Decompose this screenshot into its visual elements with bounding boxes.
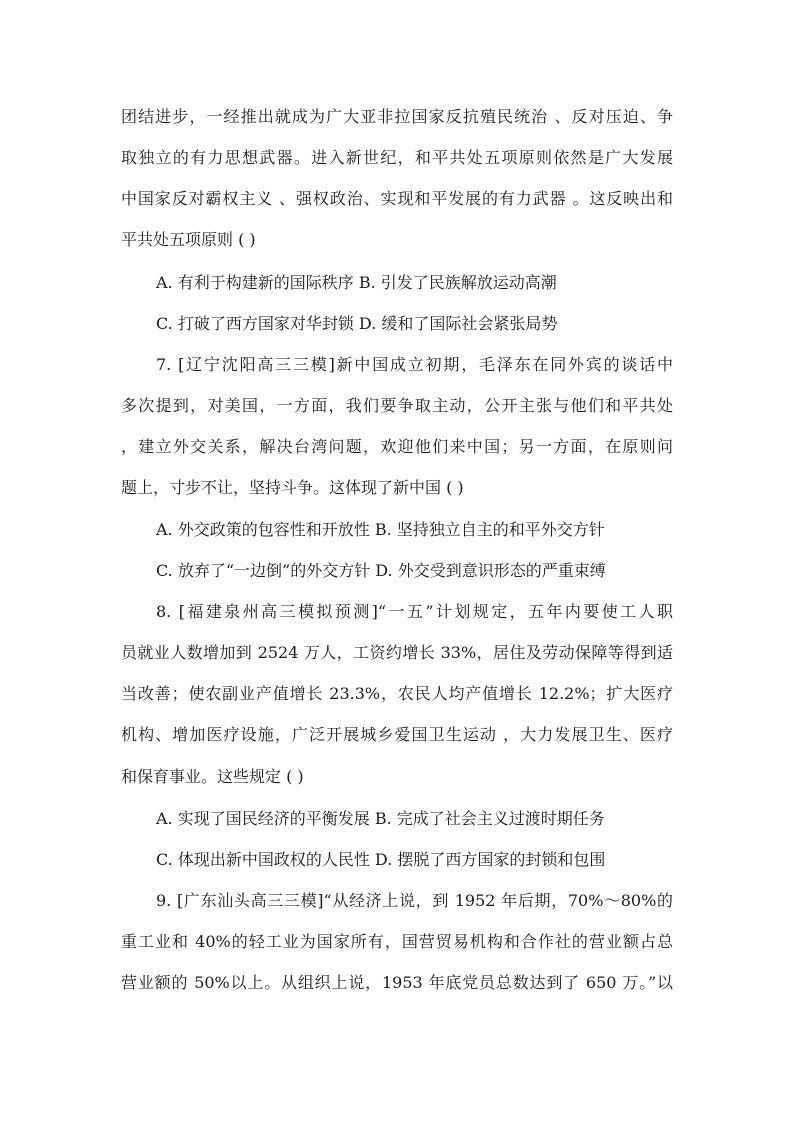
text-line: 当改善；使农副业产值增长 23.3%，农民人均产值增长 12.2%；扩大医疗 (121, 684, 673, 703)
option-line: A. 外交政策的包容性和开放性 B. 坚持独立自主的和平外交方针 (156, 520, 605, 539)
text-line: 员就业人数增加到 2524 万人，工资约增长 33%，居住及劳动保障等得到适 (121, 643, 673, 662)
option-line: A. 有利于构建新的国际秩序 B. 引发了民族解放运动高潮 (156, 273, 557, 292)
question-line: 7. [辽宁沈阳高三三模]新中国成立初期，毛泽东在同外宾的谈话中 (156, 355, 673, 374)
text-line: 多次提到，对美国，一方面，我们要争取主动，公开主张与他们和平共处 (121, 396, 673, 415)
text-line: 重工业和 40%的轻工业为国家所有，国营贸易机构和合作社的营业额占总 (121, 932, 673, 951)
question-line: 8. [福建泉州高三模拟预测]“一五”计划规定，五年内要使工人职 (156, 602, 673, 621)
text-line: 平共处五项原则 ( ) (121, 230, 256, 249)
text-line: 题上，寸步不让，坚持斗争。这体现了新中国 ( ) (121, 478, 464, 497)
text-line: 营业额的 50%以上。从组织上说，1953 年底党员总数达到了 650 万。”以 (121, 973, 673, 992)
option-line: C. 体现出新中国政权的人民性 D. 摆脱了西方国家的封锁和包围 (156, 850, 606, 869)
text-line: 机构、增加医疗设施，广泛开展城乡爱国卫生运动 ，大力发展卫生、医疗 (121, 725, 673, 744)
option-line: C. 放弃了“一边倒”的外交方针 D. 外交受到意识形态的严重束缚 (156, 561, 606, 580)
text-line: ，建立外交关系，解决台湾问题，欢迎他们来中国；另一方面，在原则问 (121, 437, 673, 456)
text-line: 和保育事业。这些规定 ( ) (121, 767, 304, 786)
option-line: A. 实现了国民经济的平衡发展 B. 完成了社会主义过渡时期任务 (156, 809, 605, 828)
text-line: 取独立的有力思想武器。进入新世纪，和平共处五项原则依然是广大发展 (121, 148, 673, 167)
text-line: 中国家反对霸权主义 、强权政治、实现和平发展的有力武器 。这反映出和 (121, 189, 673, 208)
option-line: C. 打破了西方国家对华封锁 D. 缓和了国际社会紧张局势 (156, 314, 558, 333)
text-line: 团结进步，一经推出就成为广大亚非拉国家反抗殖民统治 、反对压迫、争 (121, 107, 673, 126)
question-line: 9. [广东汕头高三三模]“从经济上说，到 1952 年后期，70%～80%的 (156, 891, 673, 910)
